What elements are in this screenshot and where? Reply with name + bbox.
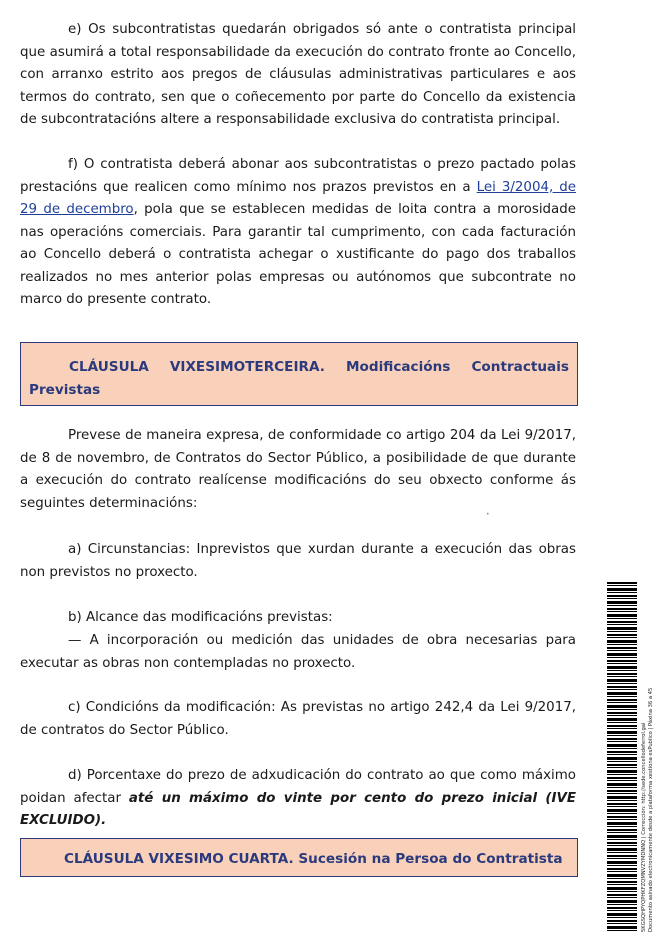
paragraph-e: e) Os subcontratistas quedarán obrigados só ante o contratista principal que asumirá a total responsabilidade da execución do contrato fronte ao Concello, con arranxo estrito aos pregos de cláusulas administrativas particulares e aos termos do contrato, sen que o coñecemento por parte do Concello da existencia de subcontratacións altere a responsabilidade exclusiva do contratista principal. <box>20 22 576 127</box>
verification-text <box>641 582 663 932</box>
paragraph-d-emphasis: até un máximo do vinte por cento do prezo inicial (IVE EXCLUIDO). <box>20 790 576 828</box>
clause-23-word: CLÁUSULA <box>69 359 149 375</box>
paragraph-a: a) Circunstancias: Inprevistos que xurdan durante a execución das obras non previstos no proxecto. <box>20 542 576 580</box>
paragraph-f <box>20 154 576 312</box>
paragraph-c: c) Condicións da modificación: As previstas no artigo 242,4 da Lei 9/2017, de contratos do Sector Público. <box>20 700 576 738</box>
clause-23-heading <box>20 342 578 406</box>
signature-verification <box>603 582 665 932</box>
paragraph-d <box>20 765 576 833</box>
paragraph-f-text: f) O contratista deberá abonar aos subcontratistas o prezo pactado polas prestacións que realicen como mínimo nos prazos previstos en a <box>20 157 576 195</box>
scan-mark: • <box>486 511 490 518</box>
paragraph-f-text-end: , pola que se establecen medidas de loita contra a morosidade nas operacións comerciais. Para garantir tal cumprimento, con cada facturación ao Concello deberá o contratista achegar o xustificante do pago dos traballos realizados no mes anterior polas empresas ou autónomos que subcontrate no marco do presente contrato. <box>20 202 577 307</box>
clause-23-word: Previstas <box>29 382 101 398</box>
clause-24-heading: CLÁUSULA VIXESIMO CUARTA. Sucesión na Persoa do Contratista <box>20 838 578 877</box>
clause-23-number: VIXESIMOTERCEIRA. <box>169 359 325 375</box>
clause-23-word: Modificacións <box>345 359 451 375</box>
paragraph-b-title: b) Alcance das modificacións previstas: <box>68 610 333 625</box>
paragraph-b-item: — A incorporación ou medición das unidades de obra necesarias para executar as obras non contempladas no proxecto. <box>20 633 576 671</box>
paragraph-intro: Prevese de maneira expresa, de conformidade co artigo 204 da Lei 9/2017, de 8 de novembro, de Contratos do Sector Público, a posibilidade de que durante a execución do contrato realícense modificacións do seu obxecto conforme ás seguintes determinacións: <box>20 428 576 511</box>
barcode <box>607 582 637 932</box>
verification-line: 5KGSQHPYQPHKFZQMNVZYMDNNQ | Corrección: http://sede.concellodeferrol.gal <box>641 722 647 932</box>
clause-23-word: Contractuais <box>471 359 569 375</box>
law-link[interactable]: Lei 3/2004, de 29 de decembro <box>20 179 576 217</box>
paragraph-d-text: d) Porcentaxe do prezo de adxudicación do contrato ao que como máximo poidan afectar <box>20 768 576 806</box>
verification-line: Documento asinado electronicamente desde a plataforma xestiona esPublico | Páxina 36 a 45 <box>648 687 654 932</box>
